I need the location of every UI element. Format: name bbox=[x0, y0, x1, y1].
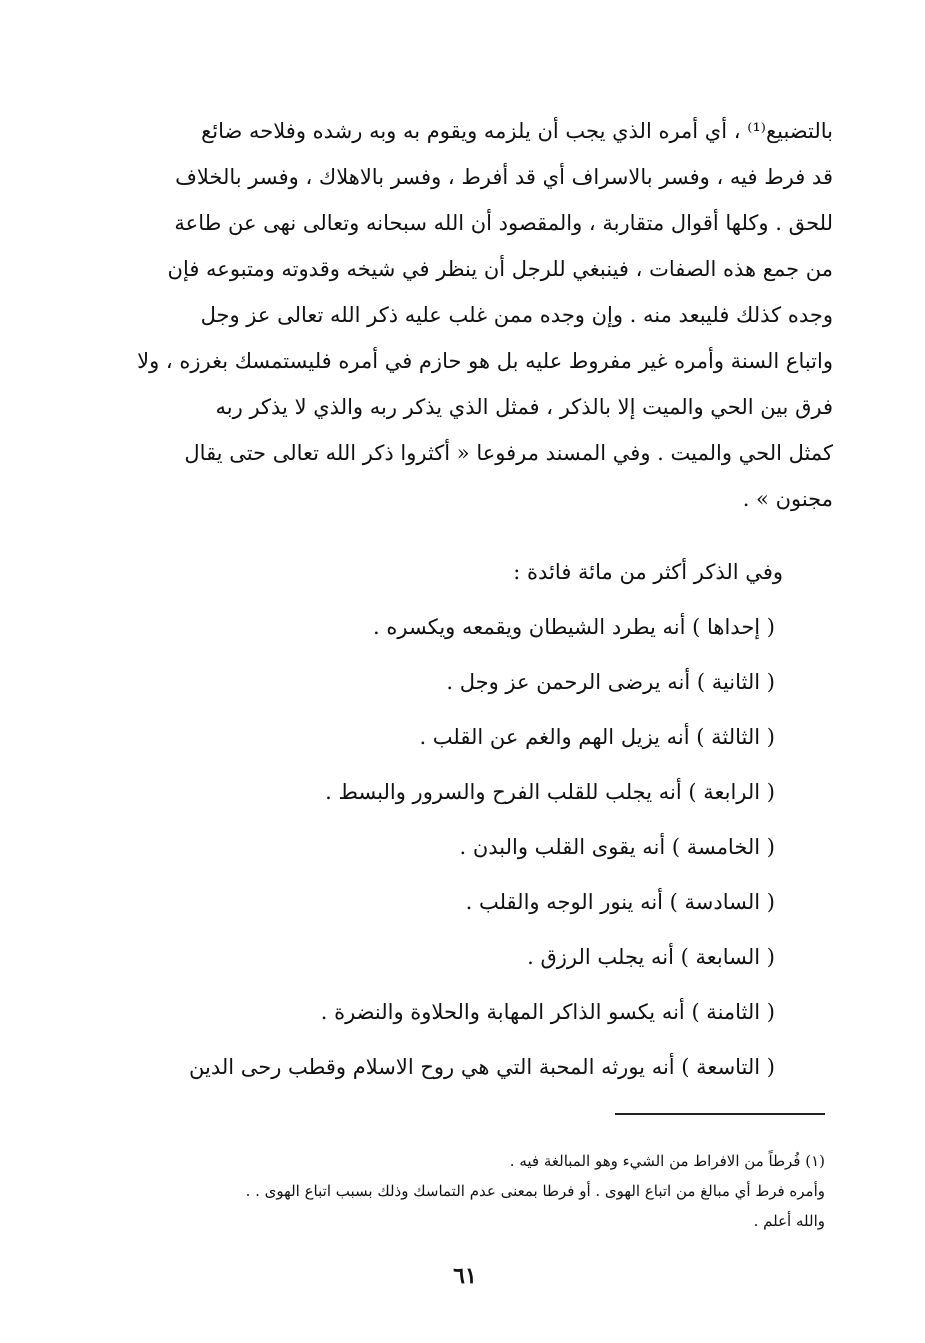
page-number: ٦١ bbox=[453, 1263, 477, 1289]
footnote-line: والله أعلم . bbox=[753, 1212, 825, 1230]
benefits-list bbox=[120, 545, 783, 1095]
footnote-line: (١) فُرطاً من الافراط من الشيء وهو المبالغة فيه . bbox=[509, 1152, 825, 1170]
benefit-item: ( إحداها ) أنه يطرد الشيطان ويقمعه ويكسره . bbox=[373, 615, 775, 639]
benefit-item: ( السادسة ) أنه ينور الوجه والقلب . bbox=[465, 890, 775, 914]
paragraph-line: مجنون » . bbox=[742, 487, 833, 511]
paragraph-line: بالتضبيع⁽¹⁾ ، أي أمره الذي يجب أن يلزمه ويقوم به وبه رشده وفلاحه ضائع bbox=[201, 119, 833, 143]
footnote-divider bbox=[615, 1113, 825, 1115]
paragraph-line: فرق بين الحي والميت إلا بالذكر ، فمثل الذي يذكر ربه والذي لا يذكر ربه bbox=[215, 395, 833, 419]
paragraph-line: من جمع هذه الصفات ، فينبغي للرجل أن ينظر في شيخه وقدوته ومتبوعه فإن bbox=[167, 257, 833, 281]
footnotes bbox=[120, 1146, 825, 1236]
benefit-item: ( الثامنة ) أنه يكسو الذاكر المهابة والحلاوة والنضرة . bbox=[320, 1000, 775, 1024]
benefit-item: ( الثانية ) أنه يرضى الرحمن عز وجل . bbox=[446, 670, 775, 694]
benefit-item: ( التاسعة ) أنه يورثه المحبة التي هي روح الاسلام وقطب رحى الدين bbox=[188, 1055, 775, 1079]
paragraph-line: واتباع السنة وأمره غير مفروط عليه بل هو حازم في أمره فليستمسك بغرزه ، ولا bbox=[137, 349, 833, 373]
paragraph-line: قد فرط فيه ، وفسر بالاسراف أي قد أفرط ، وفسر بالاهلاك ، وفسر بالخلاف bbox=[175, 165, 833, 189]
paragraph-line: للحق . وكلها أقوال متقاربة ، والمقصود أن الله سبحانه وتعالى نهى عن طاعة bbox=[174, 211, 833, 235]
benefit-item: ( الخامسة ) أنه يقوى القلب والبدن . bbox=[459, 835, 775, 859]
benefit-item: ( الثالثة ) أنه يزيل الهم والغم عن القلب . bbox=[419, 725, 775, 749]
benefits-intro: وفي الذكر أكثر من مائة فائدة : bbox=[513, 560, 783, 584]
benefit-item: ( الرابعة ) أنه يجلب للقلب الفرح والسرور والبسط . bbox=[325, 780, 775, 804]
footnote-line: وأمره فرط أي مبالغ من اتباع الهوى . أو فرطا بمعنى عدم التماسك وذلك بسبب اتباع الهوى . . bbox=[245, 1182, 825, 1200]
paragraph-line: كمثل الحي والميت . وفي المسند مرفوعا « أكثروا ذكر الله تعالى حتى يقال bbox=[184, 441, 833, 465]
benefit-item: ( السابعة ) أنه يجلب الرزق . bbox=[527, 945, 775, 969]
main-paragraph bbox=[133, 108, 833, 522]
paragraph-line: وجده كذلك فليبعد منه . وإن وجده ممن غلب عليه ذكر الله تعالى عز وجل bbox=[200, 303, 833, 327]
